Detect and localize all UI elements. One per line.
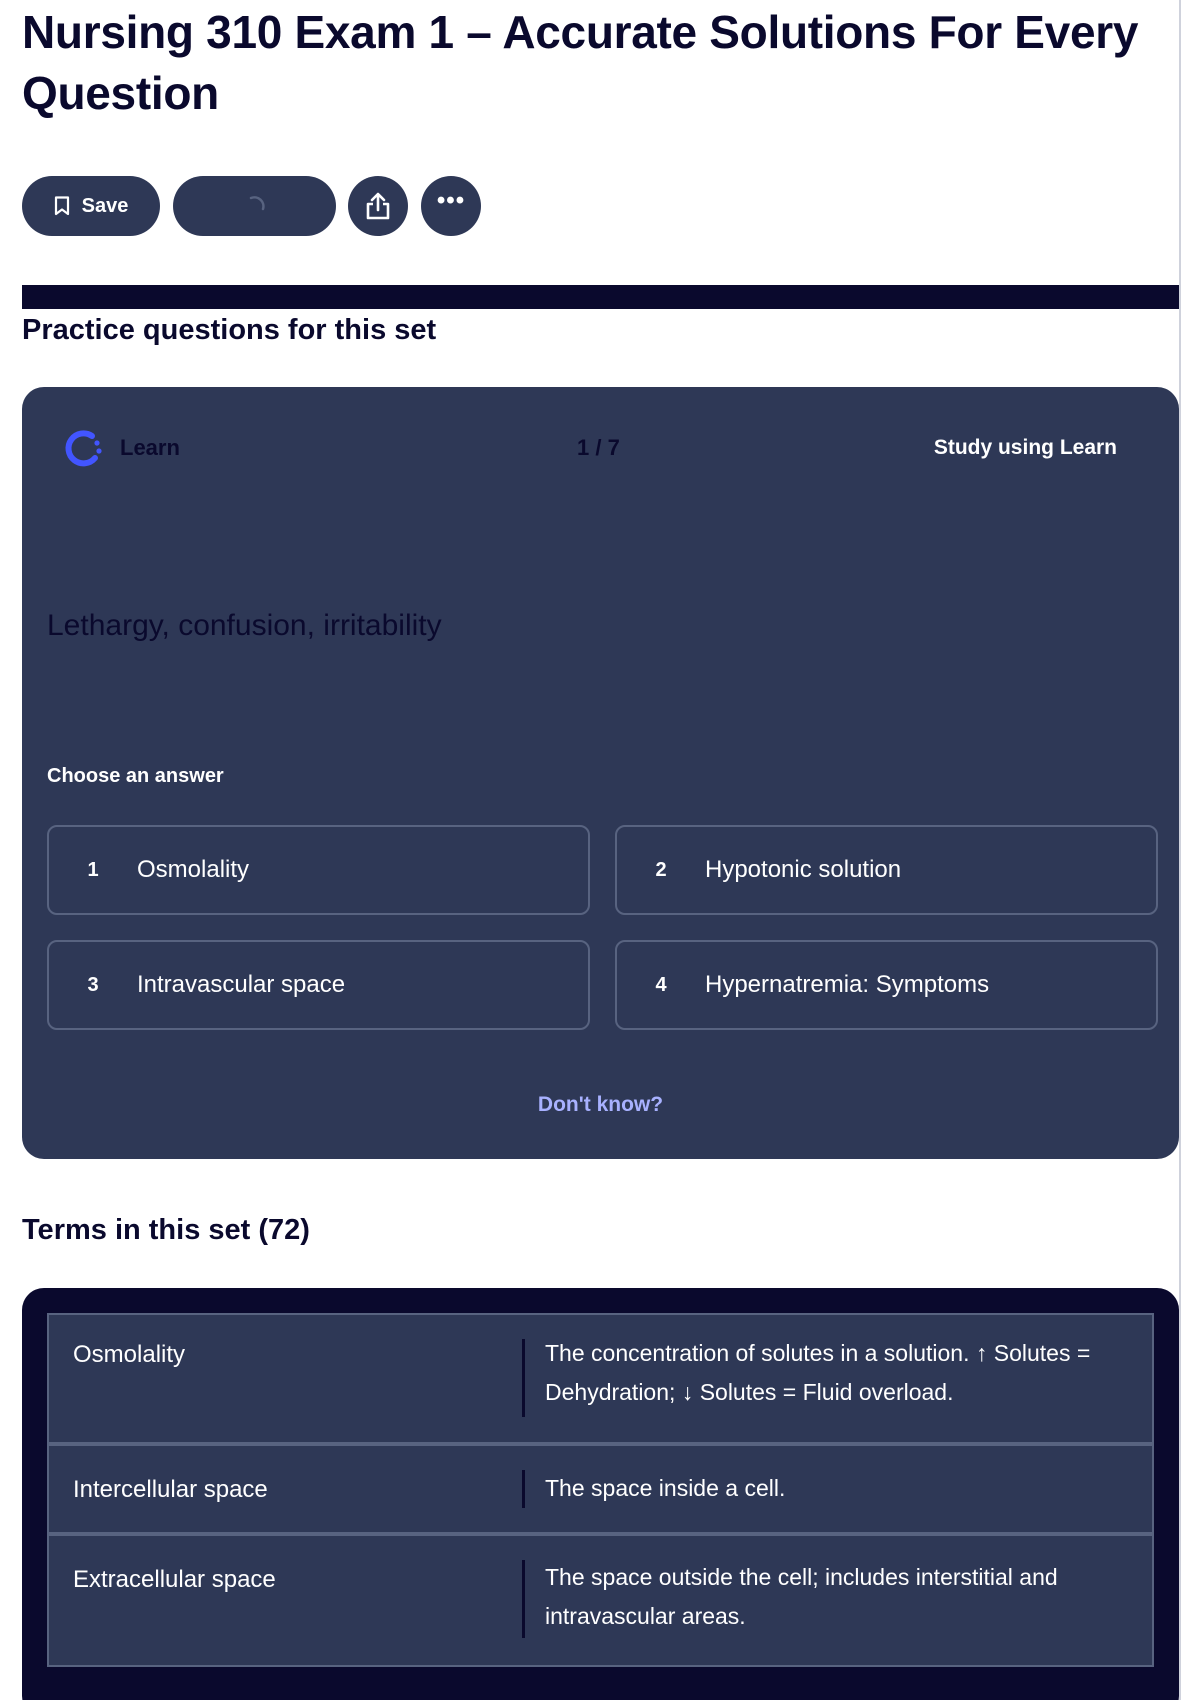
question-prompt: Lethargy, confusion, irritability (47, 609, 442, 642)
term-separator (522, 1470, 525, 1508)
save-button-label: Save (81, 194, 129, 217)
term-definition: The space outside the cell; includes interstitial and intravascular areas. (545, 1564, 1058, 1629)
learn-header (22, 427, 1179, 473)
choose-answer-label: Choose an answer (47, 765, 224, 787)
more-options-button[interactable] (421, 176, 481, 236)
page-edge-border (1179, 0, 1181, 1700)
loading-spinner-icon (242, 193, 268, 219)
practice-question-card (22, 387, 1179, 1159)
terms-heading: Terms in this set (72) (22, 1214, 310, 1246)
answer-option-4[interactable] (615, 940, 1158, 1030)
share-button[interactable] (348, 176, 408, 236)
dont-know-link[interactable]: Don't know? (537, 1093, 664, 1116)
bookmark-icon (54, 196, 70, 216)
answer-number: 4 (655, 973, 667, 996)
section-divider (22, 285, 1179, 309)
term-definition: The space inside a cell. (545, 1475, 786, 1501)
answer-number: 1 (87, 858, 99, 881)
share-icon (364, 191, 392, 221)
answer-text: Hypotonic solution (705, 856, 902, 883)
term-separator (522, 1339, 525, 1417)
learn-mode-label: Learn (120, 435, 180, 460)
term-row[interactable] (47, 1313, 1154, 1444)
term-word: Extracellular space (73, 1566, 276, 1593)
answer-text: Intravascular space (137, 971, 346, 998)
question-progress: 1 / 7 (577, 435, 620, 460)
term-row[interactable] (47, 1444, 1154, 1534)
more-horizontal-icon: ••• (436, 187, 466, 214)
answer-text: Osmolality (137, 856, 250, 883)
practice-heading: Practice questions for this set (22, 314, 437, 346)
term-word: Osmolality (73, 1341, 186, 1368)
save-button[interactable] (22, 176, 160, 236)
answer-number: 3 (87, 973, 99, 996)
answer-text: Hypernatremia: Symptoms (705, 971, 990, 998)
learn-mode-icon (62, 427, 106, 471)
loading-button[interactable] (173, 176, 336, 236)
study-using-learn-link[interactable]: Study using Learn (933, 436, 1117, 459)
term-word: Intercellular space (73, 1476, 268, 1503)
terms-list (22, 1288, 1179, 1700)
answer-option-2[interactable] (615, 825, 1158, 915)
answer-option-1[interactable] (47, 825, 590, 915)
page-title: Nursing 310 Exam 1 – Accurate Solutions For Every Question (22, 6, 1139, 119)
term-definition: The concentration of solutes in a solution. ↑ Solutes = Dehydration; ↓ Solutes = Fluid overload. (545, 1340, 1091, 1405)
answer-option-3[interactable] (47, 940, 590, 1030)
term-separator (522, 1560, 525, 1638)
term-row[interactable] (47, 1534, 1154, 1667)
answer-number: 2 (655, 858, 667, 881)
